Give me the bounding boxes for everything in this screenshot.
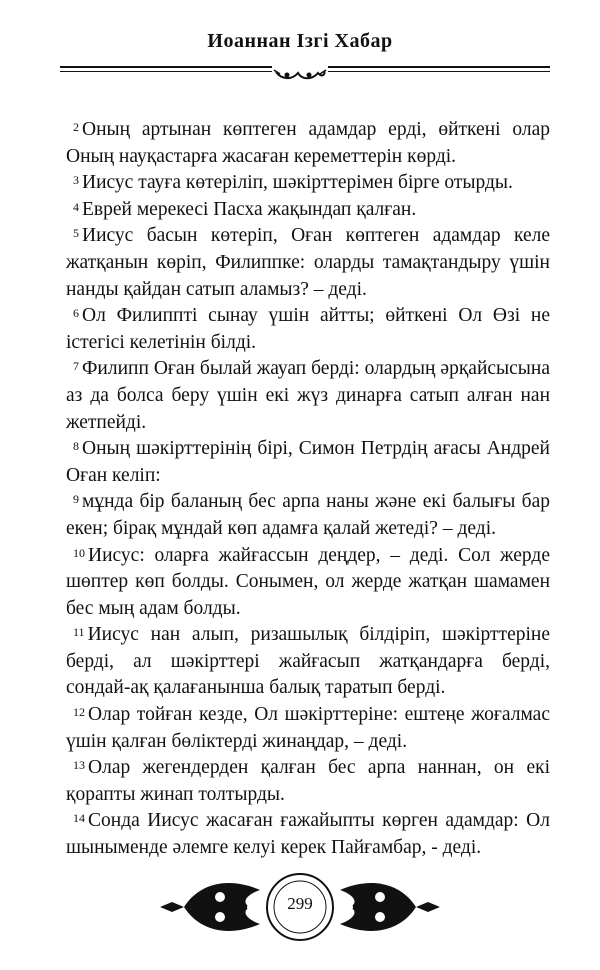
page-number-ornament-icon — [160, 872, 440, 942]
verse-line — [66, 170, 550, 197]
verse-line-text: екен; бірақ мұндай көп адамға қалай жетеді? – деді. — [66, 517, 496, 539]
verse-line — [66, 808, 550, 835]
verse-line — [66, 356, 550, 383]
verse-line-text: Оған келіп: — [66, 464, 161, 486]
verse-line — [66, 197, 550, 224]
verse-line-text: Иисус тауға көтеріліп, шәкірттерімен бірге отырды. — [82, 172, 513, 194]
verse-line — [66, 410, 550, 437]
verse-line-text: жатқанын көріп, Филиппке: оларды тамақтандыру үшін — [66, 251, 550, 273]
verse-number: 6 — [73, 306, 79, 321]
verse-line-text: істегісі келетінін білді. — [66, 331, 257, 353]
verse-line-text: Оның науқастарға жасаған кереметтерін көрді. — [66, 145, 457, 167]
verse-line-text: сондай-ақ қалағанынша балық таратып берді. — [66, 677, 446, 699]
verse-line — [66, 303, 550, 330]
verse-line — [66, 649, 550, 676]
verse-number: 5 — [73, 226, 79, 241]
verse-text-body — [66, 117, 550, 862]
page-number: 299 — [287, 894, 313, 913]
verse-line — [66, 436, 550, 463]
verse-line-text: қорапты жинап толтырды. — [66, 783, 285, 805]
verse-line-text: бес мың адам болды. — [66, 597, 241, 619]
verse-line — [66, 223, 550, 250]
verse-line-text: берді, ал шәкірттері жайғасып жатқандарға берді, — [66, 650, 550, 672]
verse-number: 13 — [73, 758, 85, 773]
verse-number: 12 — [73, 705, 85, 720]
verse-line-text: мұнда бір баланың бес арпа наны және екі балығы бар — [82, 491, 550, 513]
verse-line-text: Олар тойған кезде, Ол шәкірттеріне: ештеңе жоғалмас — [88, 704, 550, 726]
verse-line — [66, 489, 550, 516]
verse-line — [66, 729, 550, 756]
verse-number: 14 — [73, 811, 85, 826]
verse-line-text: Олар жегендерден қалған бес арпа наннан, он екі — [88, 757, 550, 779]
verse-number: 3 — [73, 173, 79, 188]
ornament-icon — [272, 66, 328, 82]
verse-line — [66, 117, 550, 144]
verse-line-text: Иисус басын көтеріп, Оған көптеген адамдар келе — [82, 225, 550, 247]
verse-line-text: нанды қайдан сатып аламыз? – деді. — [66, 278, 367, 300]
verse-line-text: шөптер көп болды. Сонымен, ол жерде жатқан шамамен — [66, 571, 550, 593]
verse-line-text: Филипп Оған былай жауап берді: олардың әрқайсысына — [82, 358, 550, 380]
verse-line — [66, 675, 550, 702]
verse-line-text: Иисус нан алып, ризашылық білдіріп, шәкірттеріне — [87, 624, 550, 646]
verse-line — [66, 330, 550, 357]
verse-line — [66, 543, 550, 570]
verse-line-text: жетпейді. — [66, 411, 147, 433]
verse-line — [66, 277, 550, 304]
verse-line — [66, 596, 550, 623]
verse-line-text: үшін қалған бөліктерді жинаңдар, – деді. — [66, 730, 408, 752]
verse-number: 4 — [73, 199, 79, 214]
verse-line — [66, 782, 550, 809]
verse-line — [66, 569, 550, 596]
verse-line — [66, 702, 550, 729]
verse-line-text: Сонда Иисус жасаған ғажайыпты көрген адамдар: Ол — [88, 810, 550, 832]
verse-line — [66, 144, 550, 171]
verse-line-text: Оның шәкірттерінің бірі, Симон Петрдің ағасы Андрей — [82, 438, 550, 460]
verse-number: 8 — [73, 439, 79, 454]
verse-line-text: аз да болса беру үшін екі жүз динарға сатып алған нан — [66, 384, 550, 406]
verse-number: 9 — [73, 492, 79, 507]
verse-number: 7 — [73, 359, 79, 374]
verse-line-text: Иисус: оларға жайғассын деңдер, – деді. Сол жерде — [88, 544, 550, 566]
verse-line — [66, 516, 550, 543]
verse-line — [66, 755, 550, 782]
verse-line — [66, 835, 550, 862]
verse-number: 2 — [73, 120, 79, 134]
verse-line-text: шыныменде әлемге келуі керек Пайғамбар, - деді. — [66, 837, 482, 859]
verse-line-text: Еврей мерекесі Пасха жақындап қалған. — [82, 198, 417, 220]
verse-line — [66, 250, 550, 277]
running-header-title: Иоаннан Ізгі Хабар — [207, 30, 393, 52]
verse-line-text: Оның артынан көптеген адамдар ерді, өйткені олар — [82, 119, 550, 140]
verse-line-text: Ол Филиппті сынау үшін айтты; өйткені Ол Өзі не — [82, 305, 550, 327]
verse-number: 11 — [73, 625, 85, 640]
verse-line — [66, 622, 550, 649]
verse-number: 10 — [73, 545, 85, 560]
verse-line — [66, 463, 550, 490]
verse-line — [66, 383, 550, 410]
